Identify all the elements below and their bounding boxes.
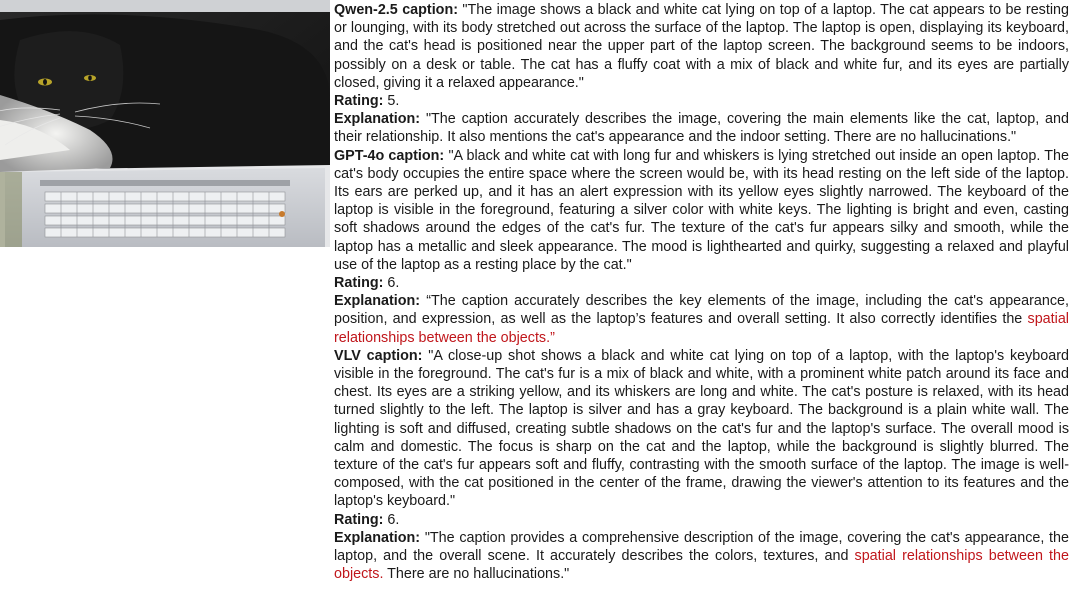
qwen-explanation-text: "The caption accurately describes the image, covering the main elements like the cat, laptop, and their relationship. It also mentions the cat's appearance and the indoor setting. There are no hallucinations." [334,111,1069,146]
vlv-caption-label: VLV caption: [334,347,423,364]
vlv-explanation-tail: There are no hallucinations." [383,566,570,583]
gpt4o-caption-paragraph [334,147,1069,274]
gpt4o-caption-label: GPT-4o caption: [334,147,445,164]
gpt4o-explanation-highlight: spatial relationships between the objects.” [334,311,1069,346]
gpt4o-explanation-label: Explanation: [334,293,421,310]
vlv-rating-value: 6. [387,511,400,528]
gpt4o-caption-text: "A black and white cat with long fur and whiskers is lying stretched out inside an open laptop. The cat's body occupies the entire space where the screen would be, with its head resting on the left side of the laptop. Its ears are perked up, and it has an alert expression with its yellow eyes slightly narrowed. The keyboard of the laptop is visible in the foreground, featuring a silver color with white keys. The lighting is bright and even, casting soft shadows around the edges of the cat's fur. The texture of the cat's fur appears silky and smooth, while the laptop has a metallic and sleek appearance. The mood is lighthearted and quirky, suggesting a relaxed and playful use of the laptop as a resting place by the cat." [334,147,1069,273]
vlv-explanation-paragraph [334,529,1069,584]
qwen-rating-value: 5. [387,93,400,110]
vlv-caption-text: "A close-up shot shows a black and white cat lying on top of a laptop, with the laptop's keyboard visible in the foreground. The cat's fur is a mix of black and white, with a prominent white patch around its face and chest. Its eyes are a striking yellow, and its whiskers are long and white. The cat's posture is relaxed, with its head turned slightly to the left. The laptop is silver and has a gray keyboard. The background is a plain white wall. The lighting is soft and diffused, creating subtle shadows on the cat's fur and the laptop's surface. The overall mood is calm and domestic. The focus is sharp on the cat and the laptop, while the background is slightly blurred. The texture of the cat's fur appears soft and fluffy, contrasting with the smooth surface of the laptop. The image is well-composed, with the cat positioned in the center of the frame, drawing the viewer's attention to its features and the laptop's keyboard." [334,347,1069,510]
gpt4o-explanation-text: “The caption accurately describes the key elements of the image, including the cat's appearance, position, and expression, as well as the laptop’s features and overall setting. It also correctly identifies the [334,293,1069,328]
vlv-rating-paragraph [334,511,1069,529]
qwen-explanation-paragraph [334,110,1069,146]
gpt4o-rating-value: 6. [387,275,400,292]
gpt4o-rating-paragraph [334,274,1069,292]
gpt4o-rating-label: Rating: [334,275,384,292]
captions-text-column [334,1,1069,584]
gpt4o-explanation-paragraph [334,292,1069,347]
vlv-rating-label: Rating: [334,511,384,528]
vlv-explanation-text: "The caption provides a comprehensive description of the image, covering the cat's appearance, the laptop, and the overall scene. It accurately describes the colors, textures, and [334,529,1069,565]
cat-laptop-illustration [0,0,330,247]
qwen-explanation-label: Explanation: [334,111,421,128]
qwen-rating-label: Rating: [334,93,384,110]
vlv-caption-paragraph [334,347,1069,511]
qwen-caption-label: Qwen-2.5 caption: [334,2,458,18]
qwen-rating-paragraph [334,92,1069,110]
qwen-caption-paragraph [334,1,1069,92]
vlv-explanation-highlight: spatial relationships between the objects. [334,548,1069,583]
qwen-caption-text: "The image shows a black and white cat lying on top of a laptop. The cat appears to be resting or lounging, with its body stretched out across the surface of the laptop. The laptop is open, displaying its keyboard, and the cat's head is positioned near the upper part of the laptop screen. The background seems to be indoors, possibly on a desk or table. The cat has a fluffy coat with a mix of black and white fur, and its eyes are partially closed, giving it a relaxed appearance." [334,2,1069,91]
cat-laptop-photo [0,0,330,247]
vlv-explanation-label: Explanation: [334,529,421,546]
